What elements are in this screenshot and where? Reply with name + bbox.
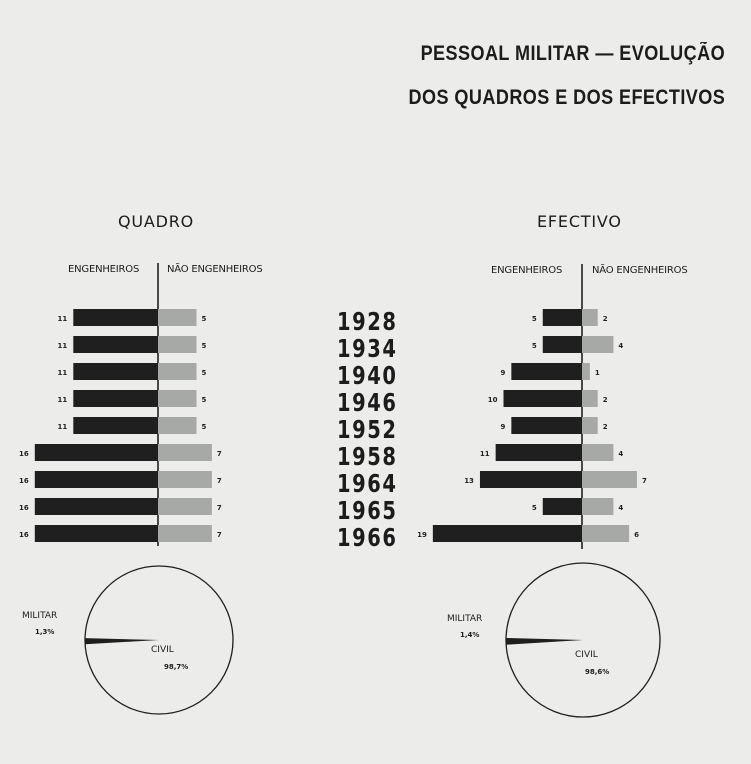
page-title-line-1: PESSOAL MILITAR — EVOLUÇÃO: [420, 42, 725, 65]
quadro-value-nao-engenheiros-1940: 5: [201, 369, 207, 377]
page-title-line-2: DOS QUADROS E DOS EFECTIVOS: [408, 86, 725, 109]
year-label: 1965: [337, 496, 398, 525]
quadro-value-nao-engenheiros-1958: 7: [216, 450, 222, 458]
quadro-value-nao-engenheiros-1928: 5: [201, 315, 207, 323]
year-label: 1952: [337, 415, 398, 444]
quadro-pie-slice-militar: [85, 638, 159, 644]
quadro-pie-militar-value: 1,3%: [35, 628, 55, 636]
efectivo-value-engenheiros-1966: 19: [417, 531, 427, 539]
efectivo-value-nao-engenheiros-1928: 2: [602, 315, 608, 323]
quadro-left-header: ENGENHEIROS: [68, 264, 140, 275]
quadro-value-nao-engenheiros-1934: 5: [201, 342, 207, 350]
quadro-pie-civil-label: CIVIL: [151, 645, 174, 655]
efectivo-left-header: ENGENHEIROS: [491, 265, 563, 276]
quadro-pie-militar-label: MILITAR: [22, 611, 58, 621]
efectivo-value-nao-engenheiros-1965: 4: [618, 504, 624, 512]
efectivo-value-nao-engenheiros-1964: 7: [641, 477, 647, 485]
efectivo-value-nao-engenheiros-1958: 4: [618, 450, 624, 458]
efectivo-value-engenheiros-1964: 13: [464, 477, 474, 485]
quadro-section-title: QUADRO: [118, 212, 195, 231]
quadro-value-engenheiros-1946: 11: [57, 396, 68, 404]
quadro-value-engenheiros-1952: 11: [57, 423, 68, 431]
efectivo-value-nao-engenheiros-1952: 2: [602, 423, 608, 431]
efectivo-pie-slice-militar: [506, 638, 583, 645]
quadro-pie-civil-value: 98,7%: [164, 663, 189, 671]
year-label: 1964: [337, 469, 398, 498]
efectivo-value-engenheiros-1965: 5: [531, 504, 537, 512]
year-label: 1928: [337, 307, 398, 336]
quadro-value-engenheiros-1965: 16: [19, 504, 29, 512]
quadro-value-nao-engenheiros-1952: 5: [201, 423, 207, 431]
efectivo-value-engenheiros-1940: 9: [500, 369, 506, 377]
efectivo-value-engenheiros-1952: 9: [500, 423, 506, 431]
year-label: 1934: [337, 334, 398, 363]
year-label: 1966: [337, 523, 398, 552]
quadro-value-nao-engenheiros-1966: 7: [216, 531, 222, 539]
efectivo-value-nao-engenheiros-1940: 1: [594, 369, 600, 377]
efectivo-value-engenheiros-1934: 5: [531, 342, 537, 350]
quadro-value-engenheiros-1928: 11: [57, 315, 68, 323]
efectivo-value-engenheiros-1928: 5: [531, 315, 537, 323]
year-label: 1946: [337, 388, 398, 417]
efectivo-value-engenheiros-1946: 10: [487, 396, 498, 404]
quadro-right-header: NÃO ENGENHEIROS: [167, 264, 263, 275]
year-label: 1940: [337, 361, 398, 390]
quadro-value-engenheiros-1934: 11: [57, 342, 68, 350]
quadro-value-engenheiros-1940: 11: [57, 369, 68, 377]
efectivo-pie-civil-value: 98,6%: [585, 668, 610, 676]
quadro-value-engenheiros-1966: 16: [19, 531, 29, 539]
efectivo-section-title: EFECTIVO: [537, 212, 622, 231]
efectivo-value-nao-engenheiros-1934: 4: [618, 342, 624, 350]
efectivo-right-header: NÃO ENGENHEIROS: [592, 265, 688, 276]
efectivo-value-engenheiros-1958: 11: [479, 450, 490, 458]
quadro-value-nao-engenheiros-1965: 7: [216, 504, 222, 512]
efectivo-value-nao-engenheiros-1946: 2: [602, 396, 608, 404]
quadro-value-engenheiros-1958: 16: [19, 450, 29, 458]
efectivo-pie-militar-label: MILITAR: [447, 614, 483, 624]
quadro-value-nao-engenheiros-1964: 7: [216, 477, 222, 485]
quadro-value-nao-engenheiros-1946: 5: [201, 396, 207, 404]
year-label: 1958: [337, 442, 398, 471]
quadro-value-engenheiros-1964: 16: [19, 477, 29, 485]
efectivo-value-nao-engenheiros-1966: 6: [634, 531, 639, 539]
efectivo-pie-militar-value: 1,4%: [460, 631, 480, 639]
efectivo-pie-civil-label: CIVIL: [575, 650, 598, 660]
